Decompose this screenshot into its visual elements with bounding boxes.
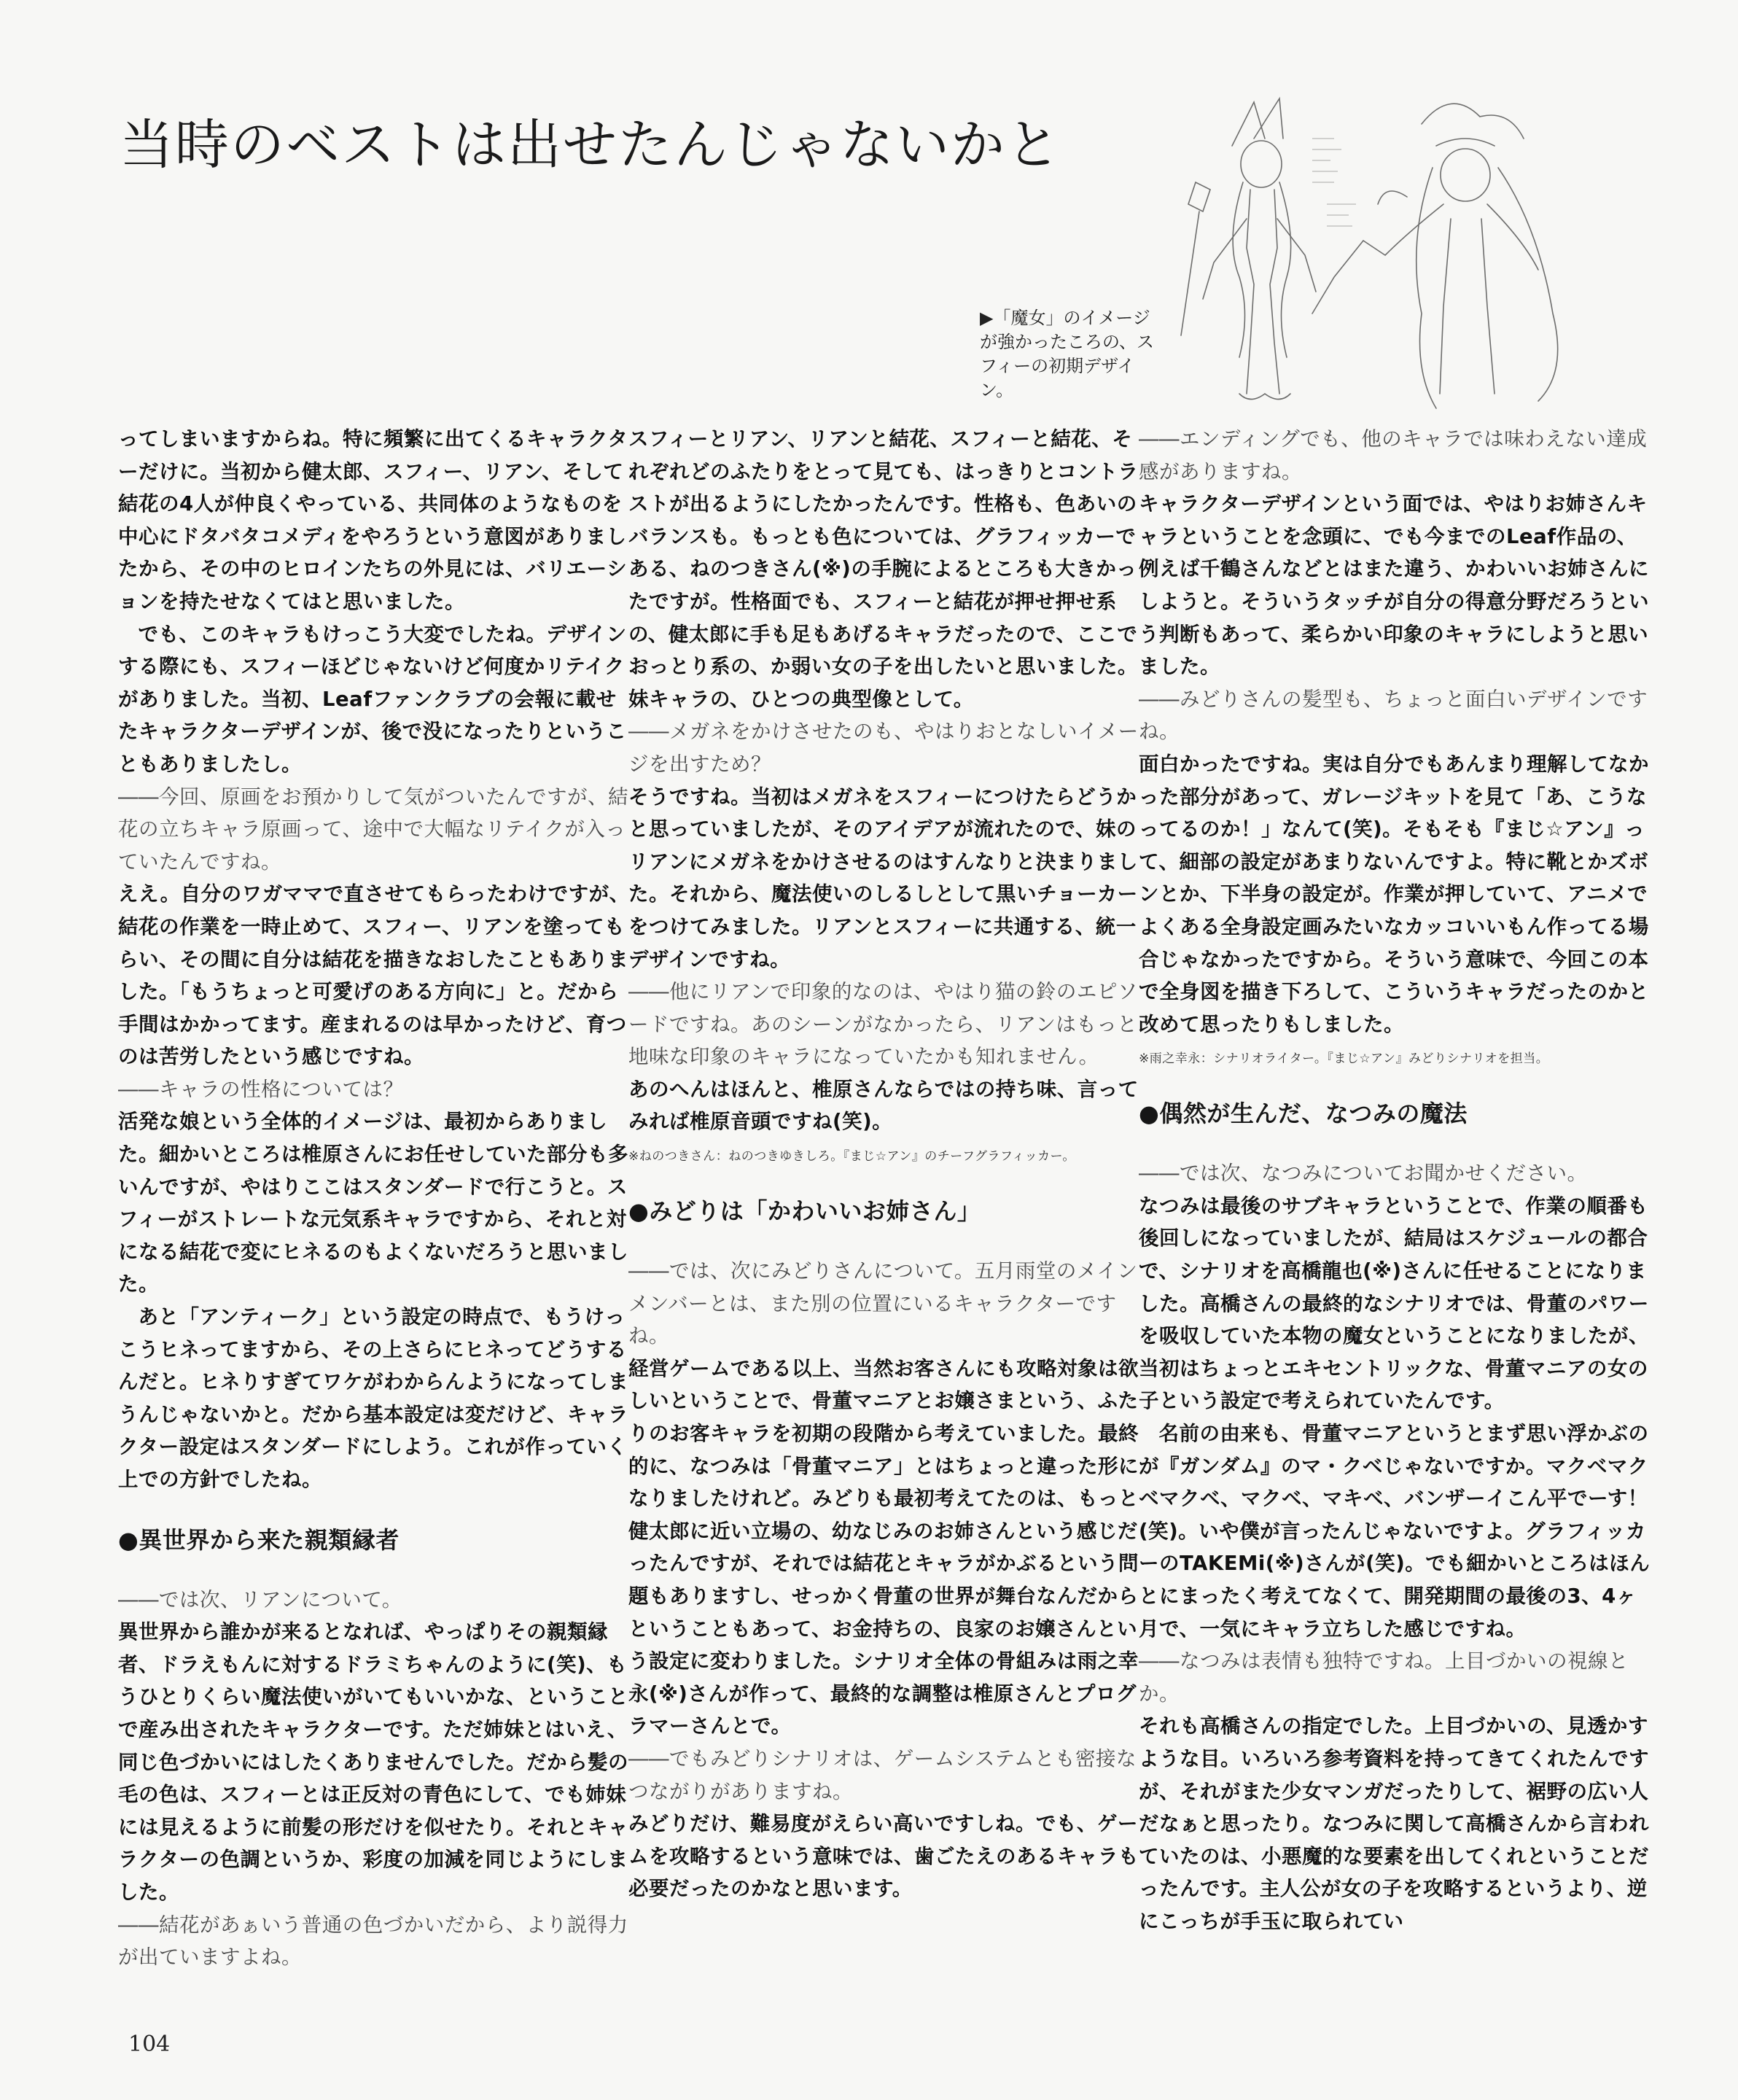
question-paragraph: ――では、次にみどりさんについて。五月雨堂のメインメンバーとは、また別の位置にいるキャラクターですね。 bbox=[628, 1259, 1138, 1348]
answer-paragraph: ってしまいますからね。特に頻繁に出てくるキャラクターだけに。当初から健太郎、スフィー、リアン、そして結花の4人が仲良くやっている、共同体のようなものを中心にドタバタコメディをやろうという意図がありましたから、その中のヒロインたちの外見には、バリエーションを持たせなくてはと思いました。 bbox=[118, 427, 628, 613]
answer-paragraph: 活発な娘という全体的イメージは、最初からありました。細かいところは椎原さんにお任せしていた部分も多いんですが、やはりここはスタンダードで行こうと。スフィーがストレートな元気系キャラですから、それと対になる結花で変にヒネるのもよくないだろうと思いました。 bbox=[118, 1110, 628, 1296]
answer-paragraph: キャラクターデザインという面では、やはりお姉さんキャラということを念頭に、でも今までのLeaf作品の、例えば千鶴さんなどとはまた違う、かわいいお姉さんにしようと。そういうタッチが自分の得意分野だろうという判断もあって、柔らかい印象のキャラにしようと思いました。 bbox=[1139, 492, 1649, 679]
answer-paragraph: 経営ゲームである以上、当然お客さんにも攻略対象は欲しいということで、骨董マニアとお嬢さまという、ふたりのお客キャラを初期の段階から考えていました。最終的に、なつみは「骨董マニア」とはちょっと違った形になりましたけれど。みどりも最初考えてたのは、もっと健太郎に近い立場の、幼なじみのお姉さんという感じだったんですが、それでは結花とキャラがかぶるという問題もありますし、せっかく骨董の世界が舞台なんだからということもあって、お金持ちの、良家のお嬢さんという設定に変わりました。シナリオ全体の骨組みは雨之幸永(※)さんが作って、最終的な調整は椎原さんとプログラマーさんとで。 bbox=[628, 1356, 1139, 1738]
question-paragraph: ――みどりさんの髪型も、ちょっと面白いデザインですね。 bbox=[1139, 687, 1648, 744]
question-paragraph: ――結花があぁいう普通の色づかいだから、より説得力が出ていますよね。 bbox=[118, 1913, 628, 1969]
answer-paragraph: なつみは最後のサブキャラということで、作業の順番も後回しになっていましたが、結局はスケジュールの都合で、シナリオを高橋龍也(※)さんに任せることになりました。高橋さんの最終的なシナリオでは、骨董のパワーを吸収していた本物の魔女ということになりましたが、当初はちょっとエキセントリックな、骨董マニアの女の子という設定で考えられていたんです。 bbox=[1139, 1194, 1649, 1413]
page-title: 当時のベストは出せたんじゃないかと bbox=[120, 114, 1061, 176]
text-column-3 bbox=[1139, 423, 1656, 1938]
question-paragraph: ――メガネをかけさせたのも、やはりおとなしいイメージを出すため？ bbox=[628, 720, 1139, 776]
section-heading: ●偶然が生んだ、なつみの魔法 bbox=[1139, 1100, 1468, 1128]
answer-paragraph: そうですね。当初はメガネをスフィーにつけたらどうかと思っていましたが、そのアイデアが流れたので、妹のリアンにメガネをかけさせるのはすんなりと決まりました。それから、魔法使いのしるしとして黒いチョーカーをつけてみました。リアンとスフィーに共通する、統一デザインですね。 bbox=[628, 785, 1138, 971]
footnote: ※ねのつきさん：ねのつきゆきしろ。『まじ☆アン』のチーフグラフィッカー。 bbox=[628, 1149, 1075, 1164]
answer-paragraph: それも高橋さんの指定でした。上目づかいの、見透かすような目。いろいろ参考資料を持ってきてくれたんですが、それがまた少女マンガだったりして、裾野の広い人だなぁと思ったり。なつみに関して高橋さんから言われていたのは、小悪魔的な要素を出してくれということだったんです。主人公が女の子を攻略するというより、逆にこっちが手玉に取られてい bbox=[1139, 1714, 1649, 1933]
answer-paragraph: あのへんはほんと、椎原さんならではの持ち味、言ってみれば椎原音頭ですね(笑)。 bbox=[628, 1077, 1139, 1134]
answer-paragraph: スフィーとリアン、リアンと結花、スフィーと結花、それぞれどのふたりをとって見ても、はっきりとコントラストが出るようにしたかったんです。性格も、色あいのバランスも。もっとも色については、グラフィッカーである、ねのつきさん(※)の手腕によるところも大きかったですが。性格面でも、スフィーと結花が押せ押せ系の、健太郎に手も足もあげるキャラだったので、ここでおっとり系の、か弱い女の子を出したいと思いました。妹キャラの、ひとつの典型像として。 bbox=[628, 427, 1139, 711]
image-caption: ▶「魔女」のイメージが強かったころの、スフィーの初期デザイン。 bbox=[980, 308, 1155, 400]
question-paragraph: ――では次、リアンについて。 bbox=[118, 1587, 402, 1611]
question-paragraph: ――キャラの性格については？ bbox=[118, 1077, 404, 1101]
question-paragraph: ――なつみは表情も独特ですね。上目づかいの視線とか。 bbox=[1139, 1649, 1629, 1706]
answer-paragraph: 名前の由来も、骨董マニアというとまず思い浮かぶのが『ガンダム』のマ・クベじゃないですか。マクベマクベマクベ、マクベ、マキベ、バンザーイこん平でーす！(笑)。いや僕が言ったんじゃないですよ。グラフィッカーのTAKEMi(※)さんが(笑)。でも細かいところはほんとにまったく考えてなくて、開発期間の最後の3、4ヶ月で、一気にキャラ立ちした感じですね。 bbox=[1139, 1422, 1651, 1641]
text-column-2 bbox=[628, 423, 1146, 1905]
answer-paragraph: 異世界から誰かが来るとなれば、やっぱりその親類縁者、ドラえもんに対するドラミちゃんのように(笑)、もうひとりくらい魔法使いがいてもいいかな、ということで産み出されたキャラクターです。ただ姉妹とはいえ、同じ色づかいにはしたくありませんでした。だから髪の毛の色は、スフィーとは正反対の青色にして、でも姉妹には見えるように前髪の形だけを似せたり。それとキャラクターの色調というか、彩度の加減を同じようにしました。 bbox=[118, 1620, 628, 1904]
answer-paragraph: ええ。自分のワガママで直させてもらったわけですが、結花の作業を一時止めて、スフィー、リアンを塗ってもらい、その間に自分は結花を描きなおしたこともありました。「もうちょっと可愛げのある方向に」と。だから手間はかかってます。産まれるのは早かったけど、育つのは苦労したという感じですね。 bbox=[118, 882, 630, 1069]
question-paragraph: ――でもみどりシナリオは、ゲームシステムとも密接なつながりがありますね。 bbox=[628, 1746, 1137, 1803]
answer-paragraph: あと「アンティーク」という設定の時点で、もうけっこうヒネってますから、その上さらにヒネってどうするんだと。ヒネりすぎてワケがわからんようになってしまうんじゃないかと。だから基本設定は変だけど、キャラクター設定はスタンダードにしよう。これが作っていく上での方針でしたね。 bbox=[118, 1305, 628, 1491]
question-paragraph: ――今回、原画をお預かりして気がついたんですが、結花の立ちキャラ原画って、途中で大幅なリテイクが入っていたんですね。 bbox=[118, 785, 628, 874]
character-sketch-illustration bbox=[1145, 95, 1611, 416]
section-heading: ●異世界から来た親類縁者 bbox=[118, 1525, 400, 1554]
question-paragraph: ――では次、なつみについてお聞かせください。 bbox=[1139, 1162, 1588, 1186]
answer-paragraph: でも、このキャラもけっこう大変でしたね。デザインする際にも、スフィーほどじゃないけど何度かリテイクがありました。当初、Leafファンクラブの会報に載せたキャラクターデザインが、後で没になったりということもありましたし。 bbox=[118, 622, 627, 776]
answer-paragraph: みどりだけ、難易度がえらい高いですしね。でも、ゲームを攻略するという意味では、歯ごたえのあるキャラも必要だったのかなと思います。 bbox=[628, 1812, 1139, 1901]
answer-paragraph: 面白かったですね。実は自分でもあんまり理解してなかった部分があって、ガレージキットを見て「あ、こうなってるのか！」なんて(笑)。そもそも『まじ☆アン』って、細部の設定があまりないんですよ。特に靴とかズボンとか、下半身の設定が。作業が押していて、アニメでよくある全身設定画みたいなカッコいいもん作ってる場合じゃなかったですから。そういう意味で、今回この本で全身図を描き下ろして、こういうキャラだったのかと改めて思ったりもしました。 bbox=[1139, 752, 1649, 1036]
footnote: ※雨之幸永：シナリオライター。『まじ☆アン』みどりシナリオを担当。 bbox=[1139, 1051, 1549, 1067]
question-paragraph: ――エンディングでも、他のキャラでは味わえない達成感がありますね。 bbox=[1139, 427, 1648, 483]
question-paragraph: ――他にリアンで印象的なのは、やはり猫の鈴のエピソードですね。あのシーンがなかったら、リアンはもっと地味な印象のキャラになっていたかも知れません。 bbox=[628, 980, 1138, 1069]
section-heading: ●みどりは「かわいいお姉さん」 bbox=[628, 1197, 981, 1226]
page-number: 104 bbox=[128, 2031, 171, 2057]
text-column-1 bbox=[118, 423, 636, 1974]
